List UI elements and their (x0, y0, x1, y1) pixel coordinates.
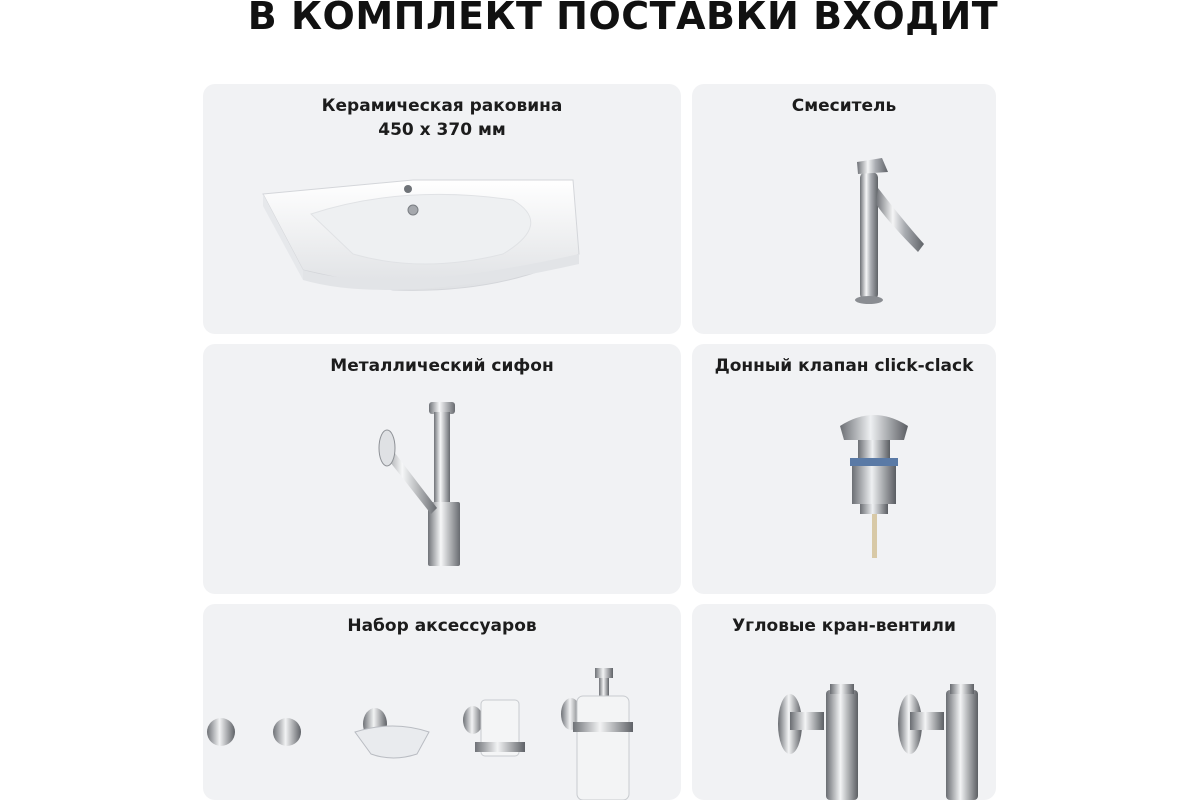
faucet-icon (692, 84, 996, 334)
item-title-angle-valves: Угловые кран-вентили (732, 616, 956, 636)
item-card-accessories (203, 604, 681, 800)
item-title-siphon: Металлический сифон (330, 356, 554, 376)
item-card-siphon (203, 344, 681, 594)
sink-icon (203, 84, 681, 334)
item-card-sink (203, 84, 681, 334)
item-title-sink: Керамическая раковина (321, 96, 563, 116)
accessories-icon (203, 604, 681, 800)
item-title-faucet: Смеситель (791, 96, 897, 116)
drain-valve-icon (692, 344, 996, 594)
siphon-icon (203, 344, 681, 594)
page-title: В КОМПЛЕКТ ПОСТАВКИ ВХОДИТ (247, 0, 999, 38)
item-title-drain-valve: Донный клапан click-clack (714, 356, 974, 376)
item-card-drain-valve (692, 344, 996, 594)
item-title-accessories: Набор аксессуаров (347, 616, 537, 636)
item-card-angle-valves (692, 604, 996, 800)
item-card-faucet (692, 84, 996, 334)
item-subtitle-sink: 450 х 370 мм (378, 120, 506, 140)
angle-valves-icon (692, 604, 996, 800)
